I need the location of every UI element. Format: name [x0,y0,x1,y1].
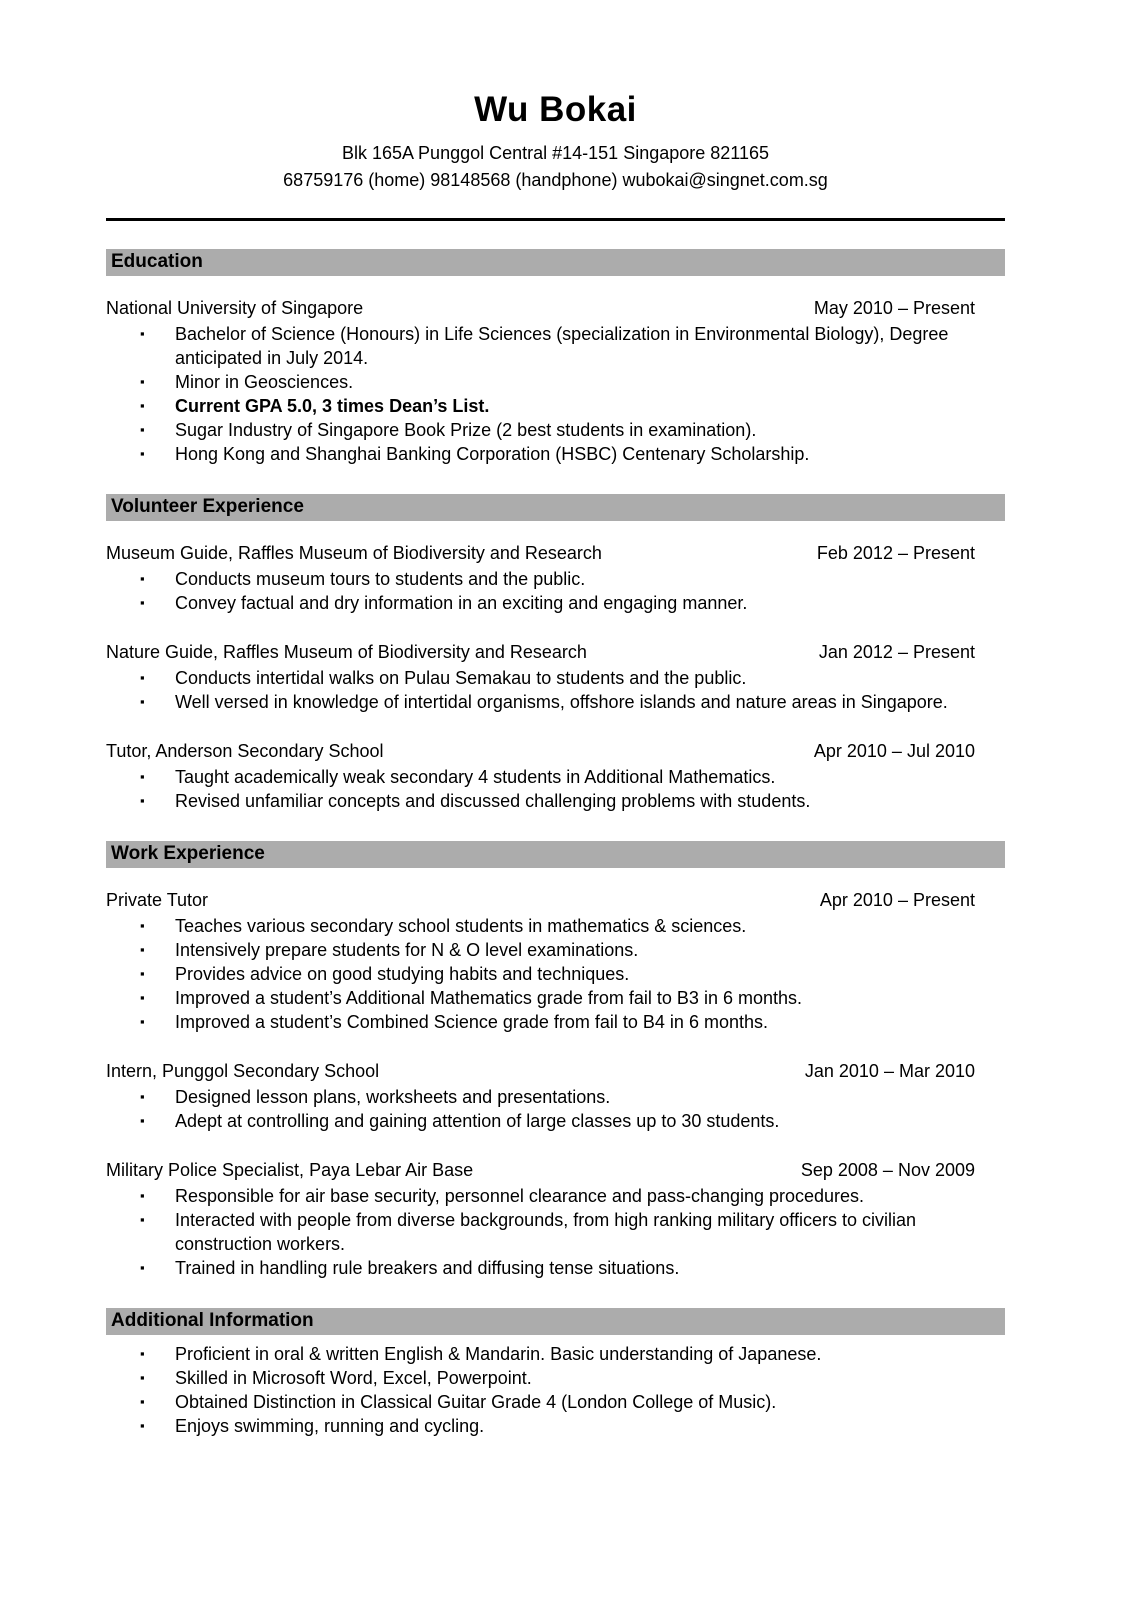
bullet-list [106,1184,1005,1280]
bullet-item [140,1256,1005,1280]
bullet-item [140,1414,1005,1438]
bullet-item [140,1366,1005,1390]
bullet-item [140,394,1005,418]
entry-title: Nature Guide, Raffles Museum of Biodiversity and Research [106,642,587,663]
bullet-marker-icon: ▪ [140,326,145,342]
bullet-list [106,765,1005,813]
bullet-item [140,1390,1005,1414]
bullet-marker-icon: ▪ [140,1014,145,1030]
bullet-marker-icon: ▪ [140,1188,145,1204]
bullet-text: Provides advice on good studying habits and techniques. [175,964,630,985]
bullet-text: Enjoys swimming, running and cycling. [175,1416,485,1437]
bullet-list [106,1342,1005,1438]
person-name: Wu Bokai [474,90,637,129]
entry-header [106,296,1005,320]
bullet-list [106,1085,1005,1133]
resume-section [106,249,1005,466]
bullet-marker-icon: ▪ [140,595,145,611]
bullet-list [106,914,1005,1034]
bullet-text: Teaches various secondary school students in mathematics & sciences. [175,916,747,937]
section-title: Education [111,251,203,273]
bullet-text: Current GPA 5.0, 3 times Dean’s List. [175,396,490,417]
entry-header [106,739,1005,763]
bullet-text: Well versed in knowledge of intertidal organisms, offshore islands and nature areas in Singapore. [175,692,948,713]
bullet-text: Taught academically weak secondary 4 students in Additional Mathematics. [175,767,776,788]
entry-dates: Feb 2012 – Present [816,543,975,564]
resume-entry [106,888,1005,1034]
bullet-text: Conducts museum tours to students and the public. [175,569,586,590]
resume-header [106,90,1005,221]
entry-title: Museum Guide, Raffles Museum of Biodiversity and Research [106,543,602,564]
bullet-text: Revised unfamiliar concepts and discussed challenging problems with students. [175,791,811,812]
section-entries [106,888,1005,1280]
entry-header [106,888,1005,912]
bullet-text: Interacted with people from diverse backgrounds, from high ranking military officers to civilian construction workers. [175,1210,917,1255]
entry-title: National University of Singapore [106,298,364,319]
bullet-item [140,370,1005,394]
section-title-bar [106,494,1005,521]
section-title: Additional Information [111,1310,314,1332]
bullet-item [140,1342,1005,1366]
entry-dates: Jan 2010 – Mar 2010 [804,1061,975,1082]
bullet-item [140,962,1005,986]
resume-section [106,1308,1005,1438]
bullet-text: Bachelor of Science (Honours) in Life Sciences (specialization in Environmental Biology), Degree anticipated in July 2014. [175,324,949,369]
address-line: Blk 165A Punggol Central #14-151 Singapore 821165 [342,143,769,164]
bullet-marker-icon: ▪ [140,966,145,982]
resume-entry [106,296,1005,466]
bullet-item [140,591,1005,615]
resume-section [106,494,1005,813]
bullet-marker-icon: ▪ [140,1089,145,1105]
entry-header [106,1158,1005,1182]
section-title-bar [106,249,1005,276]
bullet-item [140,442,1005,466]
bullet-marker-icon: ▪ [140,1212,145,1228]
bullet-item [140,1208,1005,1256]
bullet-list [106,567,1005,615]
bullet-text: Convey factual and dry information in an exciting and engaging manner. [175,593,748,614]
bullet-text: Intensively prepare students for N & O level examinations. [175,940,639,961]
bullet-text: Conducts intertidal walks on Pulau Semakau to students and the public. [175,668,747,689]
bullet-item [140,690,1005,714]
resume-entry [106,541,1005,615]
bullet-text: Responsible for air base security, personnel clearance and pass-changing procedures. [175,1186,865,1207]
bullet-marker-icon: ▪ [140,1113,145,1129]
bullet-text: Minor in Geosciences. [175,372,354,393]
entry-title: Tutor, Anderson Secondary School [106,741,384,762]
bullet-text: Adept at controlling and gaining attention of large classes up to 30 students. [175,1111,780,1132]
bullet-item [140,322,1005,370]
bullet-text: Trained in handling rule breakers and diffusing tense situations. [175,1258,680,1279]
entry-dates: May 2010 – Present [813,298,975,319]
bullet-marker-icon: ▪ [140,670,145,686]
entry-header [106,640,1005,664]
bullet-item [140,938,1005,962]
bullet-item [140,765,1005,789]
entry-header [106,1059,1005,1083]
entry-header [106,541,1005,565]
resume-entry [106,739,1005,813]
section-entries [106,296,1005,466]
bullet-marker-icon: ▪ [140,446,145,462]
entry-dates: Sep 2008 – Nov 2009 [800,1160,975,1181]
bullet-item [140,789,1005,813]
section-title-bar [106,1308,1005,1335]
bullet-item [140,666,1005,690]
entry-title: Intern, Punggol Secondary School [106,1061,380,1082]
bullet-marker-icon: ▪ [140,571,145,587]
bullet-marker-icon: ▪ [140,374,145,390]
bullet-marker-icon: ▪ [140,769,145,785]
bullet-marker-icon: ▪ [140,1394,145,1410]
bullet-marker-icon: ▪ [140,918,145,934]
bullet-text: Hong Kong and Shanghai Banking Corporation (HSBC) Centenary Scholarship. [175,444,810,465]
resume-section [106,841,1005,1280]
section-entries [106,1342,1005,1438]
section-entries [106,541,1005,813]
bullet-marker-icon: ▪ [140,942,145,958]
header-divider [106,218,1005,221]
resume-entry [106,640,1005,714]
bullet-text: Obtained Distinction in Classical Guitar Grade 4 (London College of Music). [175,1392,777,1413]
bullet-text: Improved a student’s Additional Mathematics grade from fail to B3 in 6 months. [175,988,802,1009]
bullet-item [140,914,1005,938]
resume-entry [106,1059,1005,1133]
bullet-marker-icon: ▪ [140,1346,145,1362]
bullet-marker-icon: ▪ [140,694,145,710]
bullet-marker-icon: ▪ [140,1370,145,1386]
bullet-list [106,322,1005,466]
bullet-item [140,567,1005,591]
bullet-item [140,1184,1005,1208]
bullet-list [106,666,1005,714]
bullet-marker-icon: ▪ [140,793,145,809]
entry-title: Military Police Specialist, Paya Lebar Air Base [106,1160,474,1181]
resume-entry [106,1158,1005,1280]
bullet-text: Designed lesson plans, worksheets and presentations. [175,1087,611,1108]
bullet-marker-icon: ▪ [140,422,145,438]
bullet-item [140,418,1005,442]
bullet-item [140,1085,1005,1109]
bullet-text: Improved a student’s Combined Science grade from fail to B4 in 6 months. [175,1012,768,1033]
bullet-marker-icon: ▪ [140,1418,145,1434]
bullet-text: Skilled in Microsoft Word, Excel, Powerpoint. [175,1368,532,1389]
resume-entry [106,1342,1005,1438]
section-title-bar [106,841,1005,868]
entry-dates: Jan 2012 – Present [818,642,975,663]
entry-dates: Apr 2010 – Jul 2010 [813,741,975,762]
bullet-marker-icon: ▪ [140,990,145,1006]
entry-dates: Apr 2010 – Present [819,890,975,911]
resume-body [106,249,1005,1438]
bullet-item [140,986,1005,1010]
bullet-item [140,1109,1005,1133]
section-title: Work Experience [111,843,265,865]
section-title: Volunteer Experience [111,496,304,518]
bullet-item [140,1010,1005,1034]
contact-line: 68759176 (home) 98148568 (handphone) wubokai@singnet.com.sg [283,170,828,191]
bullet-text: Proficient in oral & written English & Mandarin. Basic understanding of Japanese. [175,1344,822,1365]
bullet-marker-icon: ▪ [140,398,145,414]
entry-title: Private Tutor [106,890,209,911]
bullet-marker-icon: ▪ [140,1260,145,1276]
bullet-text: Sugar Industry of Singapore Book Prize (2 best students in examination). [175,420,757,441]
